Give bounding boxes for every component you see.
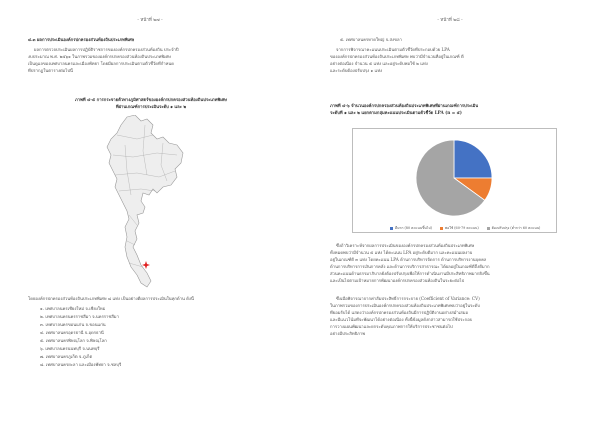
page-number: - หน้าที่ ๒๘ - — [437, 18, 463, 23]
map-outline — [107, 115, 183, 287]
legend-swatch — [440, 227, 443, 230]
legend-label: พอใช้ (60-79 คะแนน) — [444, 226, 479, 230]
map-title: ภาพที่ ๔-๕ การกระจายตัวทางภูมิศาสตร์ขององค์กรปกครองส่วนท้องถิ่นประเภทพิเศษ — [75, 97, 227, 102]
paragraph-line: เป็นดูแลของเทศบาลนครและเมืองพัทยา โดยมีผลการประเมินตามตัวชี้วัดที่กำหนด — [28, 61, 174, 66]
legend-swatch — [487, 227, 490, 230]
paragraph-line: งบประมาณ พ.ศ. ๒๕๖๑ ในภาพรวมขององค์กรปกครองส่วนท้องถิ่นประเภทพิเศษ — [28, 54, 171, 59]
page-number: - หน้าที่ ๒๗ - — [137, 18, 163, 23]
paragraph-line: อย่างต่อเนื่อง จำนวน ๕ แห่ง และอยู่ระดับพอใช้ ๒ แห่ง — [330, 61, 428, 66]
list-item: ๖. เทศบาลนครนนทบุรี จ.นนทบุรี — [40, 346, 100, 351]
paragraph-line: ผลการตรวจประเมินผลการปฏิบัติราชการขององค์กรปกครองส่วนท้องถิ่น ประจำปี — [34, 47, 179, 52]
paragraph-line: ขององค์กรปกครองส่วนท้องถิ่นประเภทพิเศษ พบว่ามีจำนวนที่อยู่ในเกณฑ์ ดี — [330, 54, 464, 59]
paragraph-line: และเป็นไปตามเป้าหมายการพัฒนาองค์กรปกครองส่วนท้องถิ่นในระยะต่อไป — [330, 278, 465, 283]
list-item: ๕. เทศบาลนครพิษณุโลก จ.พิษณุโลก — [40, 338, 107, 343]
legend-label: ต้องปรับปรุง (ต่ำกว่า 60 คะแนน) — [491, 226, 541, 230]
paragraph-line: จากการพิจารณาคะแนนประเมินตามตัวชี้วัดที่ประกอบด้วย LPA — [336, 47, 450, 52]
paragraph-line: อย่างมีประสิทธิภาพ — [330, 331, 366, 336]
legend-entry — [487, 226, 541, 231]
paragraph-line: ในภาพรวมของการประเมินองค์กรปกครองส่วนท้องถิ่นประเภทพิเศษพบว่าอยู่ในระดับ — [330, 303, 480, 308]
legend-entry — [440, 226, 479, 231]
paragraph-line: ซึ่งเมื่อพิจารณาจากค่าสัมประสิทธิ์การกระจาย (Coefficient of Variance: CV) — [336, 296, 480, 301]
paragraph-line: อยู่ในเกณฑ์ดี ๓ แห่ง โดยคะแนน LPA ด้านการบริหารจัดการ ด้านการบริหารงานบุคคล — [330, 257, 487, 262]
paragraph-line: ซึ่งถ้าวิเคราะห์จากผลการประเมินขององค์กรปกครองส่วนท้องถิ่นประเภทพิเศษ — [336, 243, 475, 248]
chart-legend — [390, 226, 550, 232]
paragraph-line: และมีแนวโน้มที่จะพัฒนาได้อย่างต่อเนื่อง ทั้งนี้ข้อมูลดังกล่าวสามารถใช้ประกอบ — [330, 317, 473, 322]
paragraph-line: ทั้งหมดพบว่ามีจำนวน ๕ แห่ง ได้คะแนน LPA อยู่ระดับดีมาก และคะแนนผลงาน — [330, 250, 473, 255]
thailand-map — [97, 115, 185, 290]
paragraph-line: การวางแผนพัฒนาและยกระดับคุณภาพการให้บริการประชาชนต่อไป — [330, 324, 453, 329]
pie-slice — [454, 140, 492, 178]
paragraph-line: ที่ปรากฏในตารางต่อไปนี้ — [28, 68, 73, 73]
paragraph-line: ที่ยอมรับได้ แสดงว่าองค์กรปกครองส่วนท้องถิ่นมีการปฏิบัติงานอย่างสม่ำเสมอ — [330, 310, 469, 315]
list-item: ๔. เทศบาลนครอุดรธานี จ.อุดรธานี — [40, 330, 104, 335]
legend-label: ดีมาก (80 คะแนนขึ้นไป) — [395, 226, 432, 230]
pie-chart — [352, 128, 557, 226]
legend-entry — [390, 226, 432, 231]
legend-swatch — [390, 227, 393, 230]
section-heading: ๔.๓ ผลการประเมินองค์กรปกครองส่วนท้องถิ่นประเภทพิเศษ — [28, 37, 135, 42]
map-subtitle: ที่ผ่านเกณฑ์การประเมินระดับ ๑ และ ๒ — [115, 104, 187, 109]
list-item: ๑. เทศบาลนครเชียงใหม่ จ.เชียงใหม่ — [40, 306, 106, 311]
list-item: ๗. เทศบาลนครภูเก็ต จ.ภูเก็ต — [40, 354, 93, 359]
list-item: ๓. เทศบาลนครขอนแก่น จ.ขอนแก่น — [40, 322, 106, 327]
chart-subtitle: ระดับที่ ๑ และ ๒ แยกตามกลุ่มคะแนนประเมินตามตัวชี้วัด LPA (n = ๕) — [330, 110, 462, 115]
paragraph-line: โดยองค์กรปกครองส่วนท้องถิ่นประเภทพิเศษ ๘ แห่ง เป็นอย่างดีผลการประเมินในทุกด้าน ดังนี้ — [28, 296, 194, 301]
list-item: ๒. เทศบาลนครนครราชสีมา จ.นครราชสีมา — [40, 314, 119, 319]
paragraph-line: ด้านการบริหารการเงินการคลัง และด้านการบริการสาธารณะ ได้ผลอยู่ในเกณฑ์ดีถึงดีมาก — [330, 264, 490, 269]
paragraph-line: ส่วนคะแนนด้านธรรมาภิบาลยังต้องปรับปรุงเพื่อให้การดำเนินงานมีประสิทธิภาพมากยิ่งขึ้น — [330, 271, 490, 276]
list-item: ๕. เทศบาลนครหาดใหญ่ จ.สงขลา — [340, 37, 402, 42]
paragraph-line: และระดับต้องปรับปรุง ๑ แห่ง — [330, 68, 383, 73]
chart-title: ภาพที่ ๔-๖ จำนวนองค์กรปกครองส่วนท้องถิ่นประเภทพิเศษที่ผ่านเกณฑ์การประเมิน — [330, 103, 479, 108]
list-item: ๘. เทศบาลนครยะลา และเมืองพัทยา จ.ชลบุรี — [40, 362, 122, 367]
